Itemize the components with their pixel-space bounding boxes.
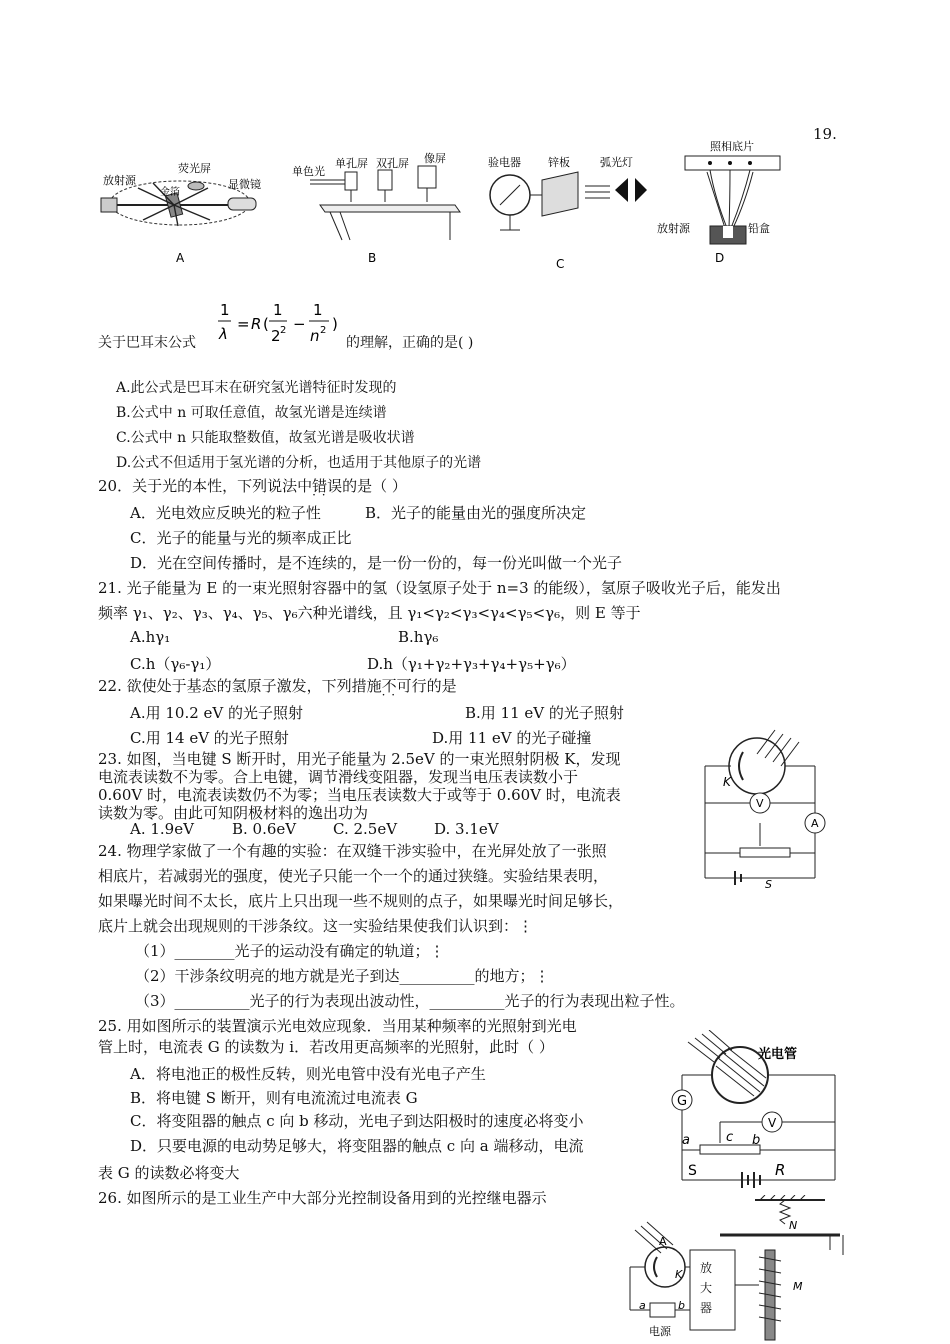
svg-text:1: 1 bbox=[273, 301, 283, 319]
figure-label: A bbox=[176, 251, 185, 265]
amplifier-label: 放大器 bbox=[700, 1261, 713, 1315]
q24-line1: 24. 物理学家做了一个有趣的实验：在双缝干涉实验中，在光屏处放了一张照 bbox=[98, 842, 607, 860]
figure-label: B bbox=[368, 251, 377, 265]
power-label: 电源 bbox=[649, 1325, 671, 1338]
tube-label: 光电管 bbox=[758, 1047, 798, 1062]
label-m: M bbox=[793, 1280, 803, 1293]
svg-text:−: − bbox=[293, 315, 306, 333]
label-microscope: 显微镜 bbox=[228, 178, 261, 191]
q22-stem bbox=[98, 675, 457, 696]
label-box: 铅盒 bbox=[748, 222, 770, 235]
q22-emphasis: 不可行 · · bbox=[382, 677, 427, 695]
label-zinc: 锌板 bbox=[548, 156, 570, 169]
q26-line1: 26. 如图所示的是工业生产中大部分光控制设备用到的光控继电器示 bbox=[98, 1189, 547, 1207]
q21-option-c: C.h（γ₆-γ₁） bbox=[130, 655, 221, 673]
q19-stem-pre: 关于巴耳末公式 bbox=[98, 335, 196, 351]
label-k: K bbox=[723, 775, 731, 789]
q25-option-d: D．只要电源的电动势足够大，将变阻器的触点 c 向 a 端移动，电流 bbox=[130, 1137, 584, 1155]
svg-text:1: 1 bbox=[313, 301, 323, 319]
q23-line1: 23. 如图，当电键 S 断开时，用光子能量为 2.5eV 的一束光照射阴极 K，发现 bbox=[98, 750, 621, 768]
q21-option-b: B.hγ₆ bbox=[398, 628, 439, 646]
q20-stem bbox=[98, 475, 407, 496]
q22-option-c: C.用 14 eV 的光子照射 bbox=[130, 729, 289, 747]
figure-label: D bbox=[715, 251, 725, 263]
svg-text:1: 1 bbox=[220, 301, 230, 319]
label-source: 放射源 bbox=[103, 174, 136, 187]
svg-text:λ: λ bbox=[219, 325, 228, 343]
q22-option-d: D.用 11 eV 的光子碰撞 bbox=[432, 729, 592, 747]
q23-option-a: A. 1.9eV bbox=[130, 820, 194, 838]
q23-line3: 0.60V 时，电流表读数仍不为零；当电压表读数大于或等于 0.60V 时，电流表 bbox=[98, 786, 621, 804]
q23-circuit-figure bbox=[695, 728, 835, 893]
switch-label: S bbox=[765, 878, 772, 891]
q19-stem-post: 的理解，正确的是( ) bbox=[346, 335, 474, 351]
q21-option-a: A.hγ₁ bbox=[130, 628, 171, 646]
q23-option-c: C. 2.5eV bbox=[333, 820, 398, 838]
q20-option-d: D．光在空间传播时，是不连续的，是一份一份的，每一份光叫做一个光子 bbox=[130, 554, 623, 572]
label-electroscope: 验电器 bbox=[488, 156, 521, 169]
svg-text:2: 2 bbox=[271, 327, 281, 345]
q20-option-c: C．光子的能量与光的频率成正比 bbox=[130, 529, 352, 547]
figure-b-double-slit bbox=[290, 150, 470, 270]
label-mono: 单色光 bbox=[292, 165, 325, 178]
svg-text:=: = bbox=[237, 315, 250, 333]
q25-option-b: B．将电键 S 断开，则有电流流过电流表 G bbox=[130, 1089, 418, 1107]
label-foil: 金箔 bbox=[160, 187, 180, 198]
q19-option-a: A.此公式是巴耳末在研究氢光谱特征时发现的 bbox=[116, 380, 397, 396]
q20-option-b: B．光子的能量由光的强度所决定 bbox=[365, 504, 587, 522]
q24-item3: （3）__________光子的行为表现出波动性，__________光子的行为表现出粒子性。 bbox=[135, 992, 685, 1010]
label-a-anode: A bbox=[659, 1235, 667, 1248]
q24-line4: 底片上就会出现规则的干涉条纹。这一实验结果使我们认识到：⋮ bbox=[98, 917, 534, 935]
q24-item1: （1）________光子的运动没有确定的轨道；⋮ bbox=[135, 942, 445, 960]
q20-stem-a: 20．关于光的本性，下列说法中 bbox=[98, 477, 313, 495]
voltmeter-label: V bbox=[756, 797, 764, 810]
label-n: N bbox=[789, 1219, 798, 1232]
label-a: a bbox=[682, 1133, 690, 1148]
q20-option-a: A．光电效应反映光的粒子性 bbox=[130, 504, 321, 522]
label-a: a bbox=[639, 1299, 646, 1312]
q23-line4: 读数为零。由此可知阴极材料的逸出功为 bbox=[98, 804, 369, 822]
q25-line1: 25. 用如图所示的装置演示光电效应现象．当用某种频率的光照射到光电 bbox=[98, 1017, 577, 1035]
balmer-formula bbox=[215, 297, 345, 357]
q25-line2: 管上时，电流表 G 的读数为 i．若改用更高频率的光照射，此时（ ） bbox=[98, 1038, 554, 1056]
q21-line2: 频率 γ₁、γ₂、γ₃、γ₄、γ₅、γ₆六种光谱线，且 γ₁<γ₂<γ₃<γ₄<γ₅<γ₆，则 E 等于 bbox=[98, 604, 641, 622]
q20-stem-c: 的是（ ） bbox=[342, 477, 407, 495]
q22-stem-a: 22. 欲使处于基态的氢原子激发，下列措施 bbox=[98, 677, 382, 695]
q23-option-b: B. 0.6eV bbox=[232, 820, 297, 838]
label-single: 单孔屏 bbox=[335, 157, 368, 170]
q24-line3: 如果曝光时间不太长，底片上只出现一些不规则的点子，如果曝光时间足够长， bbox=[98, 892, 624, 910]
q21-option-d: D.h（γ₁+γ₂+γ₃+γ₄+γ₅+γ₆） bbox=[367, 655, 576, 673]
q25-option-c: C．将变阻器的触点 c 向 b 移动，光电子到达阳极时的速度必将变小 bbox=[130, 1112, 584, 1130]
galvanometer-label: G bbox=[677, 1094, 688, 1109]
svg-text:n: n bbox=[310, 327, 320, 345]
svg-text:2: 2 bbox=[280, 325, 287, 336]
label-image: 像屏 bbox=[424, 152, 446, 165]
q25-circuit-figure bbox=[660, 1030, 850, 1195]
q20-emphasis: 错误 · · bbox=[312, 477, 342, 495]
label-source: 放射源 bbox=[657, 222, 690, 235]
figure-d-radiation bbox=[655, 138, 785, 263]
svg-text:(: ( bbox=[263, 315, 269, 333]
svg-text:): ) bbox=[332, 315, 338, 333]
resistor-label: R bbox=[775, 1161, 786, 1179]
label-b: b bbox=[678, 1299, 685, 1312]
q26-relay-figure bbox=[625, 1195, 849, 1344]
label-b: b bbox=[752, 1133, 761, 1148]
q23-option-d: D. 3.1eV bbox=[434, 820, 499, 838]
q21-line1: 21. 光子能量为 E 的一束光照射容器中的氢（设氢原子处于 n=3 的能级），氢原子吸收光子后，能发出 bbox=[98, 579, 781, 597]
q25-option-d-cont: 表 G 的读数必将变大 bbox=[98, 1164, 240, 1182]
switch-label: S bbox=[688, 1163, 697, 1179]
q19-option-b: B.公式中 n 可取任意值，故氢光谱是连续谱 bbox=[116, 405, 387, 421]
q23-line2: 电流表读数不为零。合上电键，调节滑线变阻器，发现当电压表读数小于 bbox=[98, 768, 579, 786]
ammeter-label: A bbox=[811, 817, 819, 830]
label-screen: 荧光屏 bbox=[178, 162, 211, 175]
label-double: 双孔屏 bbox=[376, 157, 409, 170]
figure-a-alpha-scattering bbox=[98, 158, 273, 268]
q22-option-a: A.用 10.2 eV 的光子照射 bbox=[130, 704, 304, 722]
q22-stem-c: 的是 bbox=[426, 677, 457, 695]
q24-line2: 相底片，若减弱光的强度，使光子只能一个一个的通过狭缝。实验结果表明， bbox=[98, 867, 609, 885]
voltmeter-label: V bbox=[768, 1116, 777, 1130]
q24-item2: （2）干涉条纹明亮的地方就是光子到达__________的地方；⋮ bbox=[135, 967, 550, 985]
svg-text:R: R bbox=[251, 315, 262, 333]
label-film: 照相底片 bbox=[710, 140, 754, 153]
q19-option-d: D.公式不但适用于氢光谱的分析，也适用于其他原子的光谱 bbox=[116, 455, 482, 471]
label-k: K bbox=[675, 1268, 683, 1281]
svg-text:2: 2 bbox=[320, 325, 327, 336]
figure-label: C bbox=[556, 257, 565, 271]
q25-option-a: A．将电池正的极性反转，则光电管中没有光电子产生 bbox=[130, 1065, 486, 1083]
question-number: 19. bbox=[813, 125, 837, 143]
q22-option-b: B.用 11 eV 的光子照射 bbox=[465, 704, 624, 722]
figure-c-electroscope bbox=[480, 150, 655, 275]
label-lamp: 弧光灯 bbox=[600, 156, 633, 169]
label-c: c bbox=[726, 1130, 734, 1145]
q19-option-c: C.公式中 n 只能取整数值，故氢光谱是吸收状谱 bbox=[116, 430, 415, 446]
